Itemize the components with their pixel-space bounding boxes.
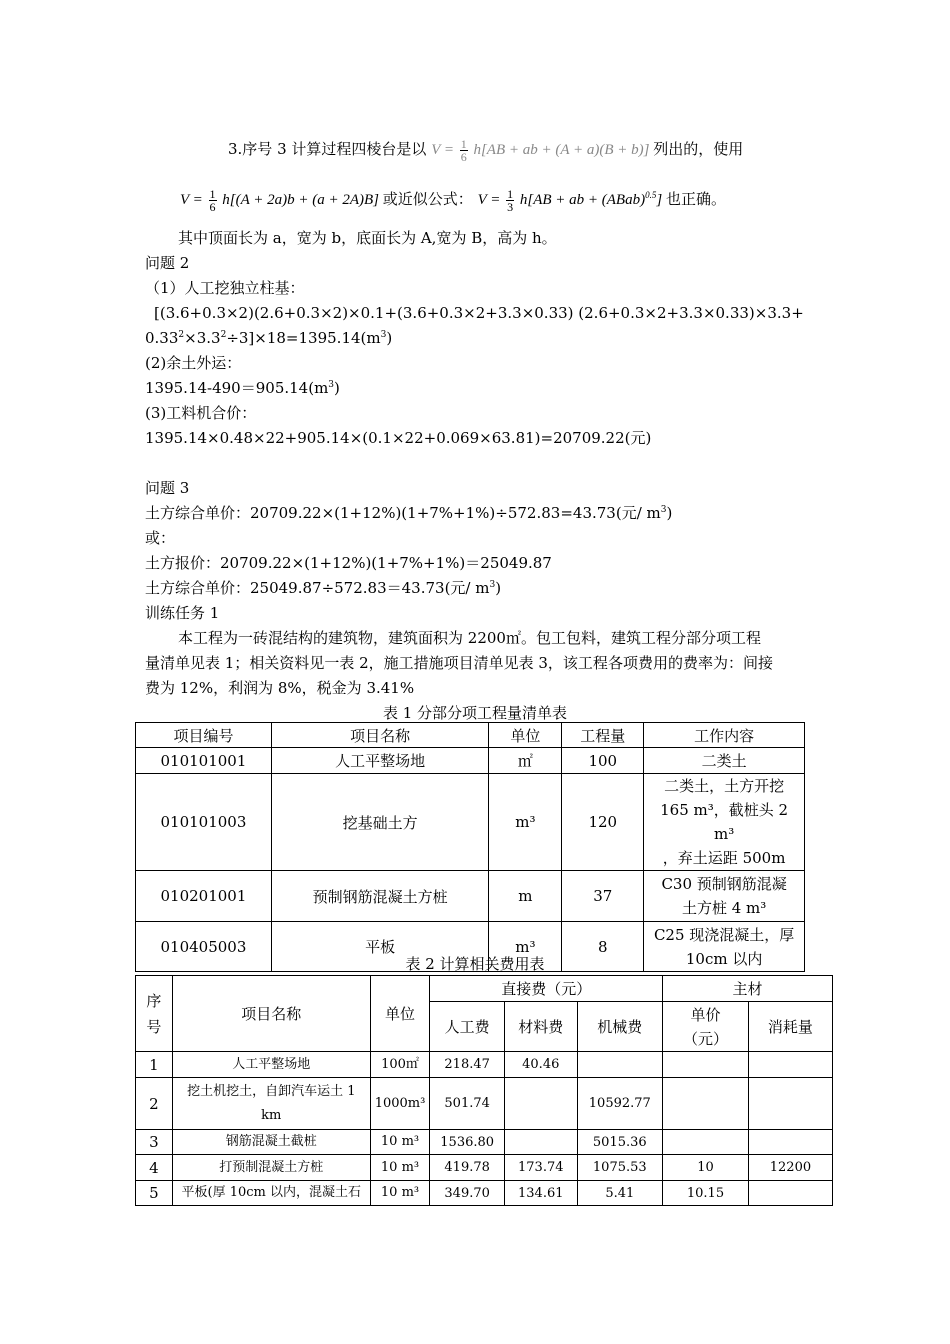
table1-cell-qty: 120 [562, 774, 644, 871]
table2-header-consume: 消耗量 [748, 1002, 832, 1052]
table1-cell-unit: ㎡ [489, 748, 562, 774]
table2-header-machine: 机械费 [577, 1002, 663, 1052]
formula-3: V = $\frac{1}{3}$ h[AB + ab + (ABab)$^{0.5}$] [477, 187, 663, 214]
table2-row [136, 1155, 833, 1181]
table2-cell-consume [748, 1130, 832, 1155]
q3-or: 或： [145, 529, 176, 547]
table2-cell-material: 173.74 [505, 1155, 578, 1181]
table2-cell-price [663, 1052, 749, 1078]
table1-work-line: 二类土，土方开挖 [664, 777, 785, 795]
table1-caption: 表 1 分部分项工程量清单表 [382, 704, 568, 722]
q3-line1: 土方综合单价：20709.22×(1+12%)(1+7%+1%)÷572.83=43.73(元/ $m^3$) [145, 504, 673, 522]
table2-header-price: 单价（元） [663, 1002, 749, 1052]
table2-cell-seq: 5 [136, 1181, 173, 1206]
table1-work-line: C25 现浇混凝土，厚 [653, 925, 795, 944]
table1-work-line: 土方桩 4 m³ [681, 899, 767, 917]
formula-mid: 或近似公式： [382, 189, 473, 208]
table1-cell-qty: 100 [562, 748, 644, 774]
table1-work-line: C30 预制钢筋混凝 [661, 875, 787, 893]
q2-s2-line: $1395.14-490=905.14(m^3)$ [145, 379, 340, 397]
table1-cell-unit: m³ [489, 774, 562, 871]
table2-cell-consume: 12200 [748, 1155, 832, 1181]
table1-cell-name: 预制钢筋混凝土方桩 [271, 871, 489, 922]
table2-cell-machine: 10592.77 [577, 1078, 663, 1130]
table2-header-material: 材料费 [505, 1002, 578, 1052]
formula-line-2 [180, 188, 726, 213]
formula-after-1: 列出的，使用 [653, 139, 744, 158]
table2-cell-price: 10.15 [663, 1181, 749, 1206]
table2-header-unit: 单位 [370, 976, 430, 1052]
table2-cell-seq: 3 [136, 1130, 173, 1155]
table2-row [136, 1181, 833, 1206]
table1-cell-code: 010201001 [136, 871, 272, 922]
table2-header-seq: 序号 [136, 976, 173, 1052]
table2-cell-labor: 501.74 [430, 1078, 505, 1130]
table2-caption: 表 2 计算相关费用表 [405, 955, 545, 973]
formula-2: V = $\frac{1}{6}$ h[(A + 2a)b + (a + 2A)B] [180, 187, 380, 214]
formula-after-3: 也正确。 [665, 189, 726, 208]
q2-s1-title: （1）人工挖独立柱基： [145, 279, 305, 297]
table2-cell-seq: 2 [136, 1078, 173, 1130]
table2-cell-name: 挖土机挖土，自卸汽车运土 1 km [172, 1078, 370, 1130]
table1-work-line: 二类土 [701, 751, 747, 770]
table2-cell-seq: 4 [136, 1155, 173, 1181]
task-para-line3: 费为 12%，利润为 8%，税金为 3.41% [145, 679, 415, 697]
table2-cell-machine: 5.41 [577, 1181, 663, 1206]
table1-cell-qty: 37 [562, 871, 644, 922]
table2-cell-consume [748, 1181, 832, 1206]
formula-line-1 [228, 138, 743, 163]
table2-cell-name: 钢筋混凝土截桩 [172, 1130, 370, 1155]
table2-cell-material [505, 1130, 578, 1155]
q2-s1-line2: $0.33^2\times 3.3^2\div 3]\times 18=1395.14(m^3)$ [145, 329, 393, 347]
table1-cell-name: 平板 [271, 922, 489, 972]
q3-title: 问题 3 [145, 479, 190, 497]
table1-cell-unit: m³ [489, 922, 562, 972]
table1-row [136, 774, 805, 871]
q3-line3: 土方综合单价：25049.87÷572.83＝43.73(元/ $m^3$) [145, 579, 502, 597]
formula-intro: 3.序号 3 计算过程四棱台是以 [228, 139, 427, 158]
table2-row [136, 1078, 833, 1130]
table2-cell-labor: 218.47 [430, 1052, 505, 1078]
table1-work-line: 165 m³，截桩头 2 m³ [660, 801, 789, 843]
table2-cell-consume [748, 1078, 832, 1130]
table2-cell-consume [748, 1052, 832, 1078]
table2-cell-machine [577, 1052, 663, 1078]
table2-cell-price [663, 1078, 749, 1130]
table2-cell-machine: 1075.53 [577, 1155, 663, 1181]
table2-cell-labor: 349.70 [430, 1181, 505, 1206]
table1-header: 项目编号 [136, 723, 272, 748]
table2-cell-material: 40.46 [505, 1052, 578, 1078]
table1-header: 工作内容 [644, 723, 805, 748]
table2-cell-price [663, 1130, 749, 1155]
q3-line2: 土方报价：20709.22×(1+12%)(1+7%+1%)＝25049.87 [145, 554, 552, 572]
formula-1: V = $\frac{1}{6}$ h[AB + ab + (A + a)(B + b)] [431, 137, 650, 164]
table2-cell-name: 平板(厚 10cm 以内，混凝土石 [172, 1181, 370, 1206]
table1-header: 项目名称 [271, 723, 489, 748]
table2-cell-material [505, 1078, 578, 1130]
table2-cell-unit: 100㎡ [370, 1052, 430, 1078]
table1-cell-name: 人工平整场地 [271, 748, 489, 774]
table1-cell-work [644, 774, 805, 871]
table1-cell-work [644, 871, 805, 922]
task-title: 训练任务 1 [145, 604, 220, 622]
table2-header-row-1 [136, 976, 833, 1002]
table2-header-name: 项目名称 [172, 976, 370, 1052]
task-para-line1: 本工程为一砖混结构的建筑物，建筑面积为 2200㎡。包工包料，建筑工程分部分项工程 [178, 629, 761, 647]
table1-cell-code: 010405003 [136, 922, 272, 972]
table2-header-direct: 直接费（元） [430, 976, 663, 1002]
q2-s3-line: 1395.14×0.48×22+905.14×(0.1×22+0.069×63.81)=20709.22(元) [145, 429, 652, 447]
table1-cell-name: 挖基础土方 [271, 774, 489, 871]
task-para-line2: 量清单见表 1；相关资料见一表 2，施工措施项目清单见表 3，该工程各项费用的费率为：间接 [145, 654, 773, 672]
table1-cell-unit: m [489, 871, 562, 922]
table2-cell-price: 10 [663, 1155, 749, 1181]
table2 [135, 975, 833, 1206]
table1-row [136, 871, 805, 922]
table2-cell-labor: 1536.80 [430, 1130, 505, 1155]
table2-row [136, 1130, 833, 1155]
table1-header-row [136, 723, 805, 748]
table1-header: 单位 [489, 723, 562, 748]
table1-work-line: 10cm 以内 [685, 949, 763, 968]
table2-row [136, 1052, 833, 1078]
table2-cell-seq: 1 [136, 1052, 173, 1078]
table1-row [136, 748, 805, 774]
table2-cell-labor: 419.78 [430, 1155, 505, 1181]
table2-cell-name: 打预制混凝土方桩 [172, 1155, 370, 1181]
table2-cell-machine: 5015.36 [577, 1130, 663, 1155]
table2-cell-unit: 10 m³ [370, 1155, 430, 1181]
table1-cell-code: 010101001 [136, 748, 272, 774]
table1-cell-code: 010101003 [136, 774, 272, 871]
table1 [135, 722, 805, 972]
q2-title: 问题 2 [145, 254, 190, 272]
table1-cell-work [644, 748, 805, 774]
table1-header: 工程量 [562, 723, 644, 748]
formula-description: 其中顶面长为 a，宽为 b，底面长为 A,宽为 B，高为 h。 [178, 229, 557, 247]
table1-cell-qty: 8 [562, 922, 644, 972]
q2-s2-title: (2)余土外运： [145, 354, 242, 372]
table2-cell-unit: 10 m³ [370, 1130, 430, 1155]
table2-header-main: 主材 [663, 976, 833, 1002]
table2-cell-name: 人工平整场地 [172, 1052, 370, 1078]
table2-cell-unit: 10 m³ [370, 1181, 430, 1206]
table2-cell-unit: 1000m³ [370, 1078, 430, 1130]
q2-s1-line1: [(3.6+0.3×2)(2.6+0.3×2)×0.1+(3.6+0.3×2+3.3×0.33) (2.6+0.3×2+3.3×0.33)×3.3+ [154, 304, 804, 322]
table2-header-labor: 人工费 [430, 1002, 505, 1052]
table2-cell-material: 134.61 [505, 1181, 578, 1206]
table1-work-line: ，弃土运距 500m [662, 849, 786, 867]
q2-s3-title: (3)工料机合价： [145, 404, 257, 422]
